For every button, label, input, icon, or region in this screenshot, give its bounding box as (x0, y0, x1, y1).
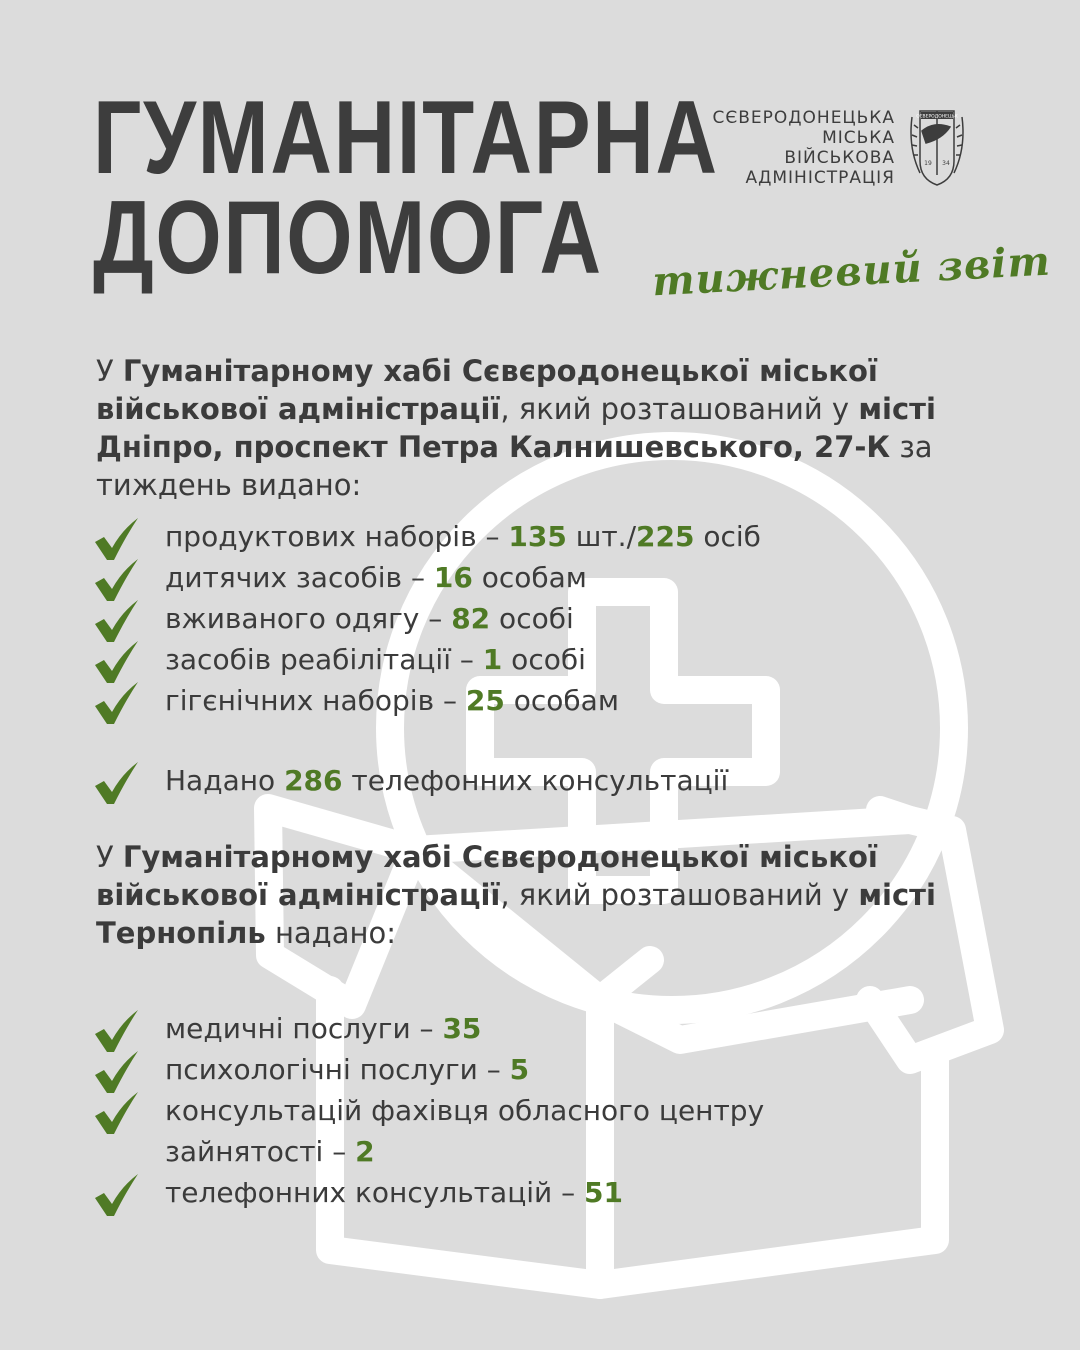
org-line-3: ВІЙСЬКОВА (784, 148, 895, 168)
checkmark-icon (92, 557, 142, 603)
checkmark-icon (92, 1172, 142, 1218)
dnipro-items-list (92, 516, 761, 721)
weekly-report-tagline: тижневий звіт (651, 237, 1052, 306)
checkmark-icon (92, 1090, 142, 1136)
list-item: Надано 286 телефонних консультації (92, 760, 728, 801)
checkmark-icon (92, 598, 142, 644)
list-item: медичні послуги – 35 (92, 1008, 852, 1049)
list-item: консультацій фахівця обласного центру зайнятості – 2 (92, 1090, 852, 1172)
org-line-1: СЄВЕРОДОНЕЦЬКА (712, 108, 895, 128)
emblem-year-right: 34 (942, 160, 950, 167)
city-emblem-icon (906, 103, 968, 191)
dnipro-intro: У Гуманітарному хабі Сєвєродонецької міської військової адміністрації, який розташований у місті Дніпро, проспект Петра Калнишевського, 27-К за тиждень видано: (96, 354, 936, 502)
ternopil-intro: У Гуманітарному хабі Сєвєродонецької міської військової адміністрації, який розташований у місті Тернопіль надано: (96, 840, 936, 950)
ternopil-items-list (92, 1008, 852, 1213)
checkmark-icon (92, 639, 142, 685)
list-item: телефонних консультацій – 51 (92, 1172, 852, 1213)
checkmark-icon (92, 1049, 142, 1095)
list-item: гігєнічних наборів – 25 особам (92, 680, 761, 721)
checkmark-icon (92, 680, 142, 726)
list-item: засобів реабілітації – 1 особі (92, 639, 761, 680)
list-item: психологічні послуги – 5 (92, 1049, 852, 1090)
checkmark-icon (92, 516, 142, 562)
title-line-1: ГУМАНІТАРНА (93, 80, 719, 196)
org-name (712, 108, 895, 188)
checkmark-icon (92, 1008, 142, 1054)
dnipro-consultations (92, 760, 728, 801)
emblem-year-left: 19 (924, 160, 932, 167)
emblem-text: СЄВЕРОДОНЕЦЬК (916, 114, 958, 120)
checkmark-icon (92, 760, 142, 806)
org-line-2: МІСЬКА (822, 128, 895, 148)
list-item: вживаного одягу – 82 особі (92, 598, 761, 639)
org-line-4: АДМІНІСТРАЦІЯ (745, 168, 895, 188)
list-item: продуктових наборів – 135 шт./225 осіб (92, 516, 761, 557)
title-line-2: ДОПОМОГА (93, 180, 603, 296)
list-item: дитячих засобів – 16 особам (92, 557, 761, 598)
page-title (93, 80, 719, 296)
